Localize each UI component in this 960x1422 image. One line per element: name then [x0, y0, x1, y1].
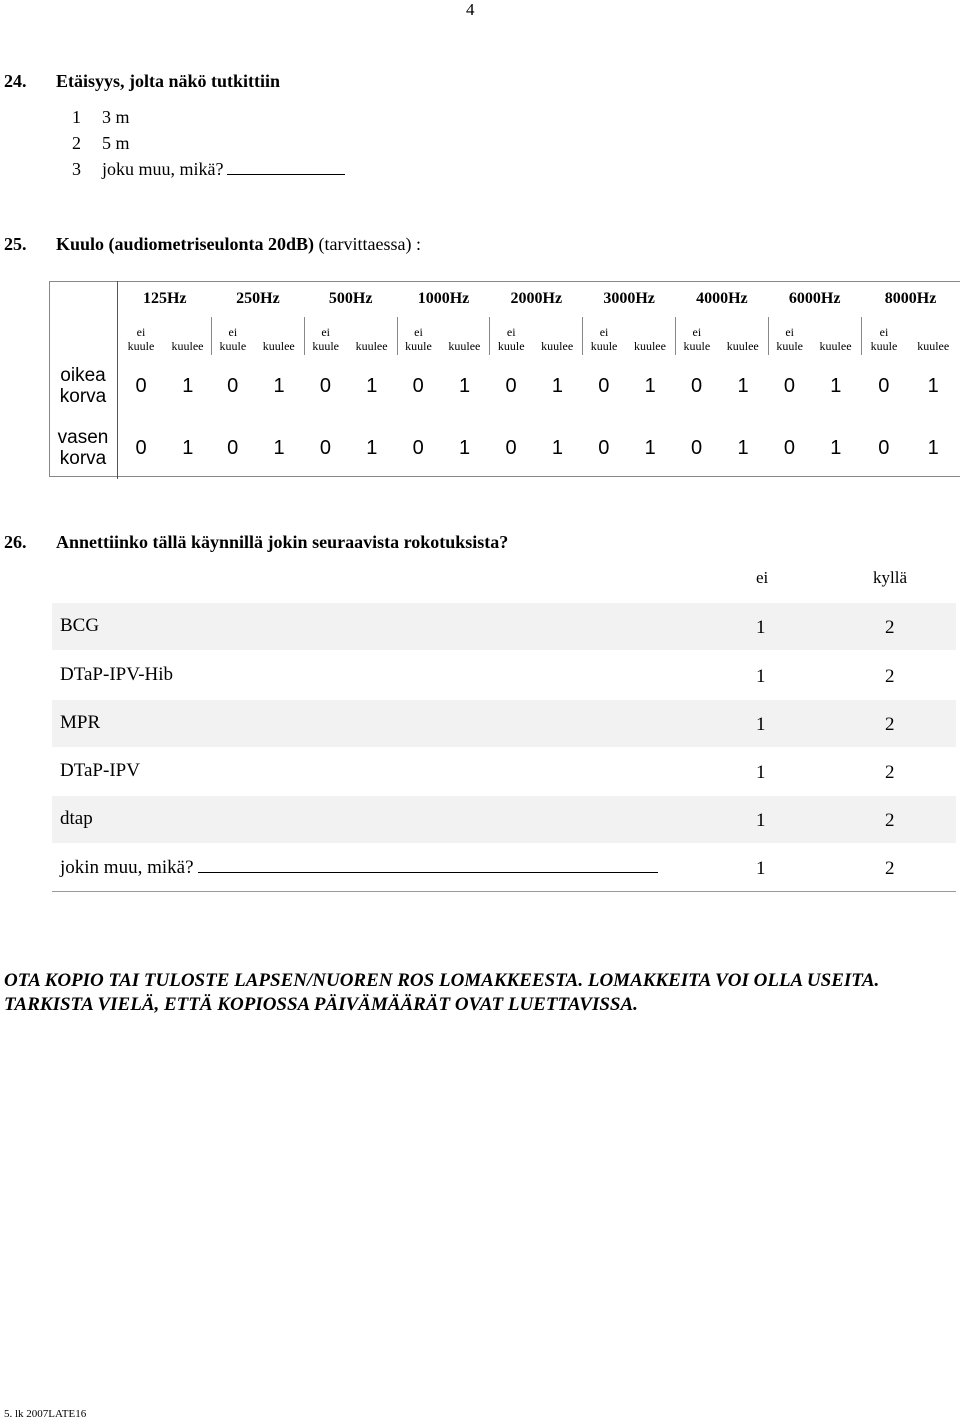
- question-number: 26.: [4, 532, 27, 552]
- sub-header-no: ei kuule: [497, 325, 525, 353]
- response-code[interactable]: 0: [783, 436, 795, 459]
- ear-header-cell: [49, 281, 118, 355]
- response-code[interactable]: 1: [459, 436, 471, 459]
- freq-header: 125Hz: [142, 290, 187, 307]
- audiometry-table: [49, 281, 960, 479]
- answer-yes-code[interactable]: 2: [885, 666, 895, 687]
- response-code[interactable]: 1: [273, 436, 285, 459]
- response-code[interactable]: 0: [598, 374, 610, 397]
- response-code[interactable]: 0: [227, 436, 239, 459]
- answer-no-code[interactable]: 1: [756, 714, 766, 735]
- response-code[interactable]: 1: [551, 374, 563, 397]
- answer-yes-code[interactable]: 2: [885, 810, 895, 831]
- sub-header-yes: kuulee: [164, 317, 212, 355]
- response-code[interactable]: 1: [644, 436, 656, 459]
- sub-header-no: ei kuule: [405, 325, 432, 353]
- vaccine-row: [52, 603, 956, 650]
- response-code[interactable]: 0: [598, 436, 610, 459]
- response-code[interactable]: 0: [505, 436, 517, 459]
- freq-header: 6000Hz: [788, 290, 841, 307]
- question-title: Annettiinko tällä käynnillä jokin seuraavista rokotuksista?: [56, 532, 509, 552]
- answer-yes-code[interactable]: 2: [885, 617, 895, 638]
- sub-header-no: ei kuule: [870, 325, 898, 353]
- question-title: Etäisyys, jolta näkö tutkittiin: [56, 71, 281, 91]
- answer-yes-code[interactable]: 2: [885, 858, 895, 879]
- question-number: 24.: [4, 71, 27, 91]
- sub-header-yes: kuulee: [439, 317, 490, 355]
- answer-no-code[interactable]: 1: [756, 617, 766, 638]
- response-code[interactable]: 0: [412, 374, 424, 397]
- response-code[interactable]: 1: [927, 374, 939, 397]
- vaccine-name: BCG: [60, 615, 100, 636]
- q24-option-2[interactable]: [72, 133, 130, 154]
- question-24-heading: [4, 71, 280, 92]
- response-code[interactable]: 1: [927, 436, 939, 459]
- response-code[interactable]: 0: [691, 374, 703, 397]
- vaccine-name: dtap: [60, 808, 93, 829]
- response-code[interactable]: 1: [551, 436, 563, 459]
- vaccine-row: [52, 652, 956, 699]
- other-answer-line[interactable]: [227, 160, 345, 175]
- question-26-heading: [4, 532, 508, 553]
- sub-header-no: ei kuule: [590, 325, 618, 353]
- answer-yes-code[interactable]: 2: [885, 714, 895, 735]
- vaccine-name: MPR: [60, 712, 101, 733]
- q24-option-1[interactable]: [72, 107, 130, 128]
- response-code[interactable]: 0: [783, 374, 795, 397]
- option-label: joku muu, mikä?: [102, 159, 224, 179]
- response-code[interactable]: 0: [135, 374, 147, 397]
- sub-header-no: ei kuule: [219, 325, 247, 353]
- response-code[interactable]: 0: [878, 436, 890, 459]
- response-code[interactable]: 0: [412, 436, 424, 459]
- answer-no-code[interactable]: 1: [756, 858, 766, 879]
- sub-header-yes: kuulee: [347, 317, 398, 355]
- response-code[interactable]: 1: [182, 436, 194, 459]
- vaccine-row: [52, 700, 956, 747]
- instruction-note: OTA KOPIO TAI TULOSTE LAPSEN/NUOREN ROS LOMAKKEESTA. LOMAKKEITA VOI OLLA USEITA. TARKISTA VIELÄ, ETTÄ KOPIOSSA PÄIVÄMÄÄRÄT OVAT LUETTAVISSA.: [4, 970, 880, 1015]
- vaccine-row: [52, 844, 956, 891]
- freq-header: 2000Hz: [510, 290, 563, 307]
- answer-no-code[interactable]: 1: [756, 762, 766, 783]
- sub-header-yes: kuulee: [625, 317, 676, 355]
- freq-header: 3000Hz: [603, 290, 655, 307]
- right-ear-row: [49, 355, 960, 417]
- vaccine-name: DTaP-IPV-Hib: [60, 664, 174, 685]
- vaccine-name: DTaP-IPV: [60, 760, 140, 781]
- sub-header-yes: kuulee: [718, 317, 769, 355]
- question-note: (tarvittaessa) :: [318, 234, 421, 254]
- option-label: 5 m: [102, 133, 130, 153]
- ear-label-right: oikea korva: [49, 355, 118, 417]
- response-code[interactable]: 1: [830, 436, 842, 459]
- vaccine-row: [52, 796, 956, 843]
- freq-header: 4000Hz: [696, 290, 748, 307]
- sub-header-yes: kuulee: [811, 317, 862, 355]
- ear-label-left: vasen korva: [49, 417, 118, 479]
- response-code[interactable]: 0: [135, 436, 147, 459]
- answer-no-code[interactable]: 1: [756, 666, 766, 687]
- table-bottom-rule: [52, 891, 956, 892]
- question-title: Kuulo (audiometriseulonta 20dB): [56, 234, 315, 254]
- form-footer-code: 5. lk 2007LATE16: [4, 1408, 87, 1420]
- freq-header: 1000Hz: [417, 290, 470, 307]
- response-code[interactable]: 1: [182, 374, 194, 397]
- response-code[interactable]: 0: [227, 374, 239, 397]
- sub-header-no: ei kuule: [683, 325, 711, 353]
- response-code[interactable]: 0: [319, 374, 331, 397]
- response-code[interactable]: 1: [366, 374, 378, 397]
- freq-header: 8000Hz: [884, 290, 937, 307]
- q24-option-3[interactable]: [72, 159, 345, 180]
- sub-header-no: ei kuule: [127, 325, 155, 353]
- vaccine-name-other: [60, 856, 658, 879]
- vaccine-row: [52, 748, 956, 795]
- response-code[interactable]: 1: [459, 374, 471, 397]
- response-code[interactable]: 1: [644, 374, 656, 397]
- freq-header: 500Hz: [328, 290, 373, 307]
- response-code[interactable]: 1: [830, 374, 842, 397]
- other-vaccine-answer-line[interactable]: [198, 856, 658, 873]
- response-code[interactable]: 0: [319, 436, 331, 459]
- answer-no-code[interactable]: 1: [756, 810, 766, 831]
- option-code: 1: [72, 107, 81, 127]
- response-code[interactable]: 0: [505, 374, 517, 397]
- response-code[interactable]: 1: [737, 374, 749, 397]
- page-number: 4: [466, 0, 475, 19]
- sub-header-no: ei kuule: [312, 325, 339, 353]
- option-label: 3 m: [102, 107, 130, 127]
- response-code[interactable]: 1: [273, 374, 285, 397]
- response-code[interactable]: 0: [878, 374, 890, 397]
- sub-header-yes: kuulee: [917, 339, 950, 353]
- answer-yes-code[interactable]: 2: [885, 762, 895, 783]
- response-code[interactable]: 1: [366, 436, 378, 459]
- option-code: 3: [72, 159, 81, 179]
- response-code[interactable]: 0: [691, 436, 703, 459]
- vaccine-name: jokin muu, mikä?: [60, 857, 194, 878]
- freq-header: 250Hz: [236, 290, 280, 307]
- question-25-heading: [4, 234, 421, 255]
- sub-header-yes: kuulee: [532, 317, 583, 355]
- column-header-no: ei: [756, 568, 769, 587]
- left-ear-row: [49, 417, 960, 479]
- sub-header-yes: kuulee: [254, 317, 305, 355]
- response-code[interactable]: 1: [737, 436, 749, 459]
- question-number: 25.: [4, 234, 27, 254]
- sub-header-no: ei kuule: [776, 325, 803, 353]
- column-header-yes: kyllä: [873, 568, 907, 587]
- option-code: 2: [72, 133, 81, 153]
